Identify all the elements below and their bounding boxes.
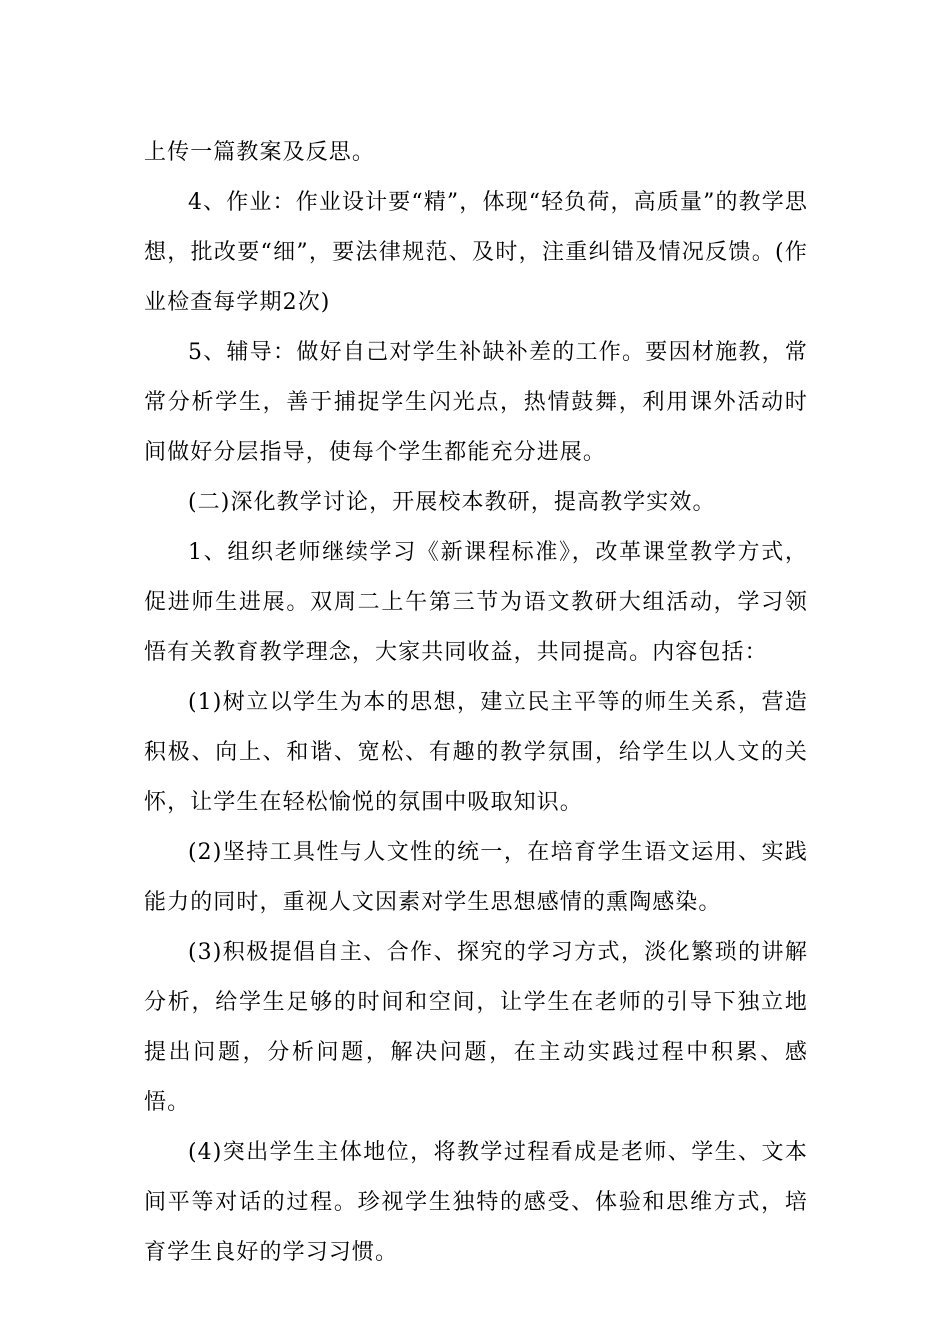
paragraph-curriculum-study: 1、组织老师继续学习《新课程标准》，改革课堂教学方式，促进师生进展。双周二上午第三节为语文教研大组活动，学习领悟有关教育教学理念，大家共同收益，共同提高。内容包括：: [144, 540, 808, 665]
paragraph-homework: 4、作业：作业设计要“精”，体现“轻负荷，高质量”的教学思想，批改要“细”，要法律规范、及时，注重纠错及情况反馈。(作业检查每学期2次): [144, 190, 808, 315]
paragraph-continuation: 上传一篇教案及反思。: [144, 140, 376, 165]
section-heading-teaching-research: (二)深化教学讨论，开展校本教研，提高教学实效。: [188, 490, 716, 515]
list-item-1: (1)树立以学生为本的思想，建立民主平等的师生关系，营造积极、向上、和谐、宽松、有趣的教学氛围，给学生以人文的关怀，让学生在轻松愉悦的氛围中吸取知识。: [144, 690, 808, 815]
list-item-4: (4)突出学生主体地位，将教学过程看成是老师、学生、文本间平等对话的过程。珍视学生独特的感受、体验和思维方式，培育学生良好的学习习惯。: [144, 1140, 808, 1265]
list-item-3: (3)积极提倡自主、合作、探究的学习方式，淡化繁琐的讲解分析，给学生足够的时间和空间，让学生在老师的引导下独立地提出问题，分析问题，解决问题，在主动实践过程中积累、感悟。: [144, 940, 808, 1115]
list-item-2: (2)坚持工具性与人文性的统一，在培育学生语文运用、实践能力的同时，重视人文因素对学生思想感情的熏陶感染。: [144, 840, 808, 915]
paragraph-tutoring: 5、辅导：做好自己对学生补缺补差的工作。要因材施教，常常分析学生，善于捕捉学生闪光点，热情鼓舞，利用课外活动时间做好分层指导，使每个学生都能充分进展。: [144, 340, 808, 465]
